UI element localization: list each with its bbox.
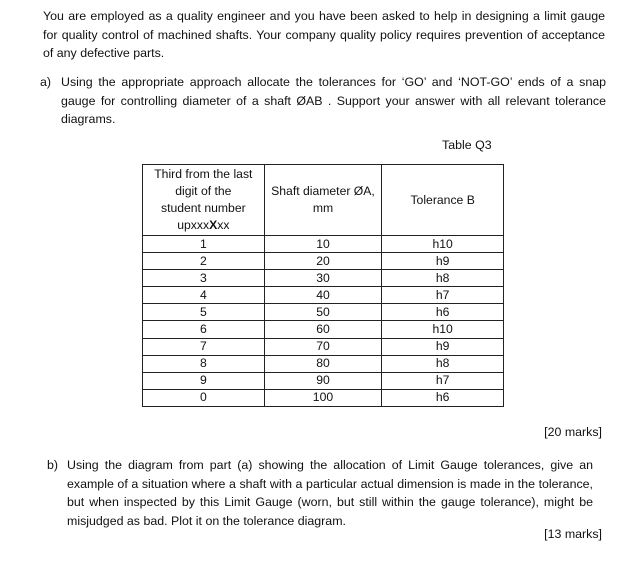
cell-tolerance: h7	[382, 287, 504, 304]
question-a-label: a)	[40, 75, 52, 89]
table-row	[143, 338, 504, 355]
cell-tolerance: h9	[382, 253, 504, 270]
header-shaft-diameter	[264, 165, 382, 236]
header-col1-line: Third from the last	[154, 167, 253, 181]
header-tolerance: Tolerance B	[382, 165, 504, 236]
cell-digit: 0	[143, 389, 265, 406]
table-row	[143, 321, 504, 338]
question-b-text: Using the diagram from part (a) showing the allocation of Limit Gauge tolerances, give an example of a situation where a shaft with a particular actual dimension is made in the tolerance, but when inspected by this Limit Gauge (worn, but still within the gauge tolerance), might be misjudged as bad. Plot it on the tolerance diagram.	[67, 458, 593, 528]
cell-diameter: 40	[264, 287, 382, 304]
table-caption: Table Q3	[442, 138, 492, 152]
cell-diameter: 30	[264, 270, 382, 287]
question-a	[40, 73, 606, 129]
intro-paragraph: You are employed as a quality engineer and you have been asked to help in designing a limit gauge for quality control of machined shafts. Your company quality policy requires prevention of acceptance of any defective parts.	[43, 9, 605, 60]
table-row	[143, 355, 504, 372]
cell-diameter: 100	[264, 389, 382, 406]
question-a-text: Using the appropriate approach allocate the tolerances for ‘GO’ and ‘NOT-GO’ ends of a snap gauge for controlling diameter of a shaft ØAB . Support your answer with all relevant tolerance diagrams.	[61, 75, 606, 126]
table-row	[143, 270, 504, 287]
student-number-code	[143, 217, 264, 234]
table-row	[143, 372, 504, 389]
cell-tolerance: h6	[382, 304, 504, 321]
marks-a: [20 marks]	[544, 425, 602, 439]
cell-tolerance: h7	[382, 372, 504, 389]
cell-diameter: 90	[264, 372, 382, 389]
code-highlight: X	[209, 218, 218, 232]
cell-diameter: 10	[264, 236, 382, 253]
code-suffix: xx	[217, 218, 230, 232]
cell-diameter: 60	[264, 321, 382, 338]
cell-diameter: 20	[264, 253, 382, 270]
header-col2-line: mm	[312, 201, 334, 215]
question-b	[47, 456, 593, 530]
cell-digit: 3	[143, 270, 265, 287]
table-row	[143, 304, 504, 321]
code-prefix: upxxx	[177, 218, 210, 232]
cell-digit: 2	[143, 253, 265, 270]
header-col1-line: digit of the	[175, 184, 232, 198]
table-row	[143, 236, 504, 253]
question-b-label: b)	[47, 458, 59, 472]
cell-tolerance: h10	[382, 321, 504, 338]
cell-diameter: 70	[264, 338, 382, 355]
table-header-row	[143, 165, 504, 236]
cell-tolerance: h8	[382, 270, 504, 287]
marks-b: [13 marks]	[544, 527, 602, 541]
cell-tolerance: h6	[382, 389, 504, 406]
table-row	[143, 389, 504, 406]
cell-digit: 1	[143, 236, 265, 253]
cell-digit: 7	[143, 338, 265, 355]
cell-tolerance: h9	[382, 338, 504, 355]
cell-tolerance: h8	[382, 355, 504, 372]
header-student-digit	[143, 165, 265, 236]
cell-diameter: 80	[264, 355, 382, 372]
cell-digit: 4	[143, 287, 265, 304]
cell-diameter: 50	[264, 304, 382, 321]
cell-tolerance: h10	[382, 236, 504, 253]
cell-digit: 5	[143, 304, 265, 321]
table-row	[143, 287, 504, 304]
cell-digit: 9	[143, 372, 265, 389]
header-col1-line: student number	[160, 201, 246, 215]
tolerance-table	[142, 164, 504, 407]
header-col2-line: Shaft diameter ØA,	[271, 184, 375, 198]
cell-digit: 8	[143, 355, 265, 372]
cell-digit: 6	[143, 321, 265, 338]
table-row	[143, 253, 504, 270]
